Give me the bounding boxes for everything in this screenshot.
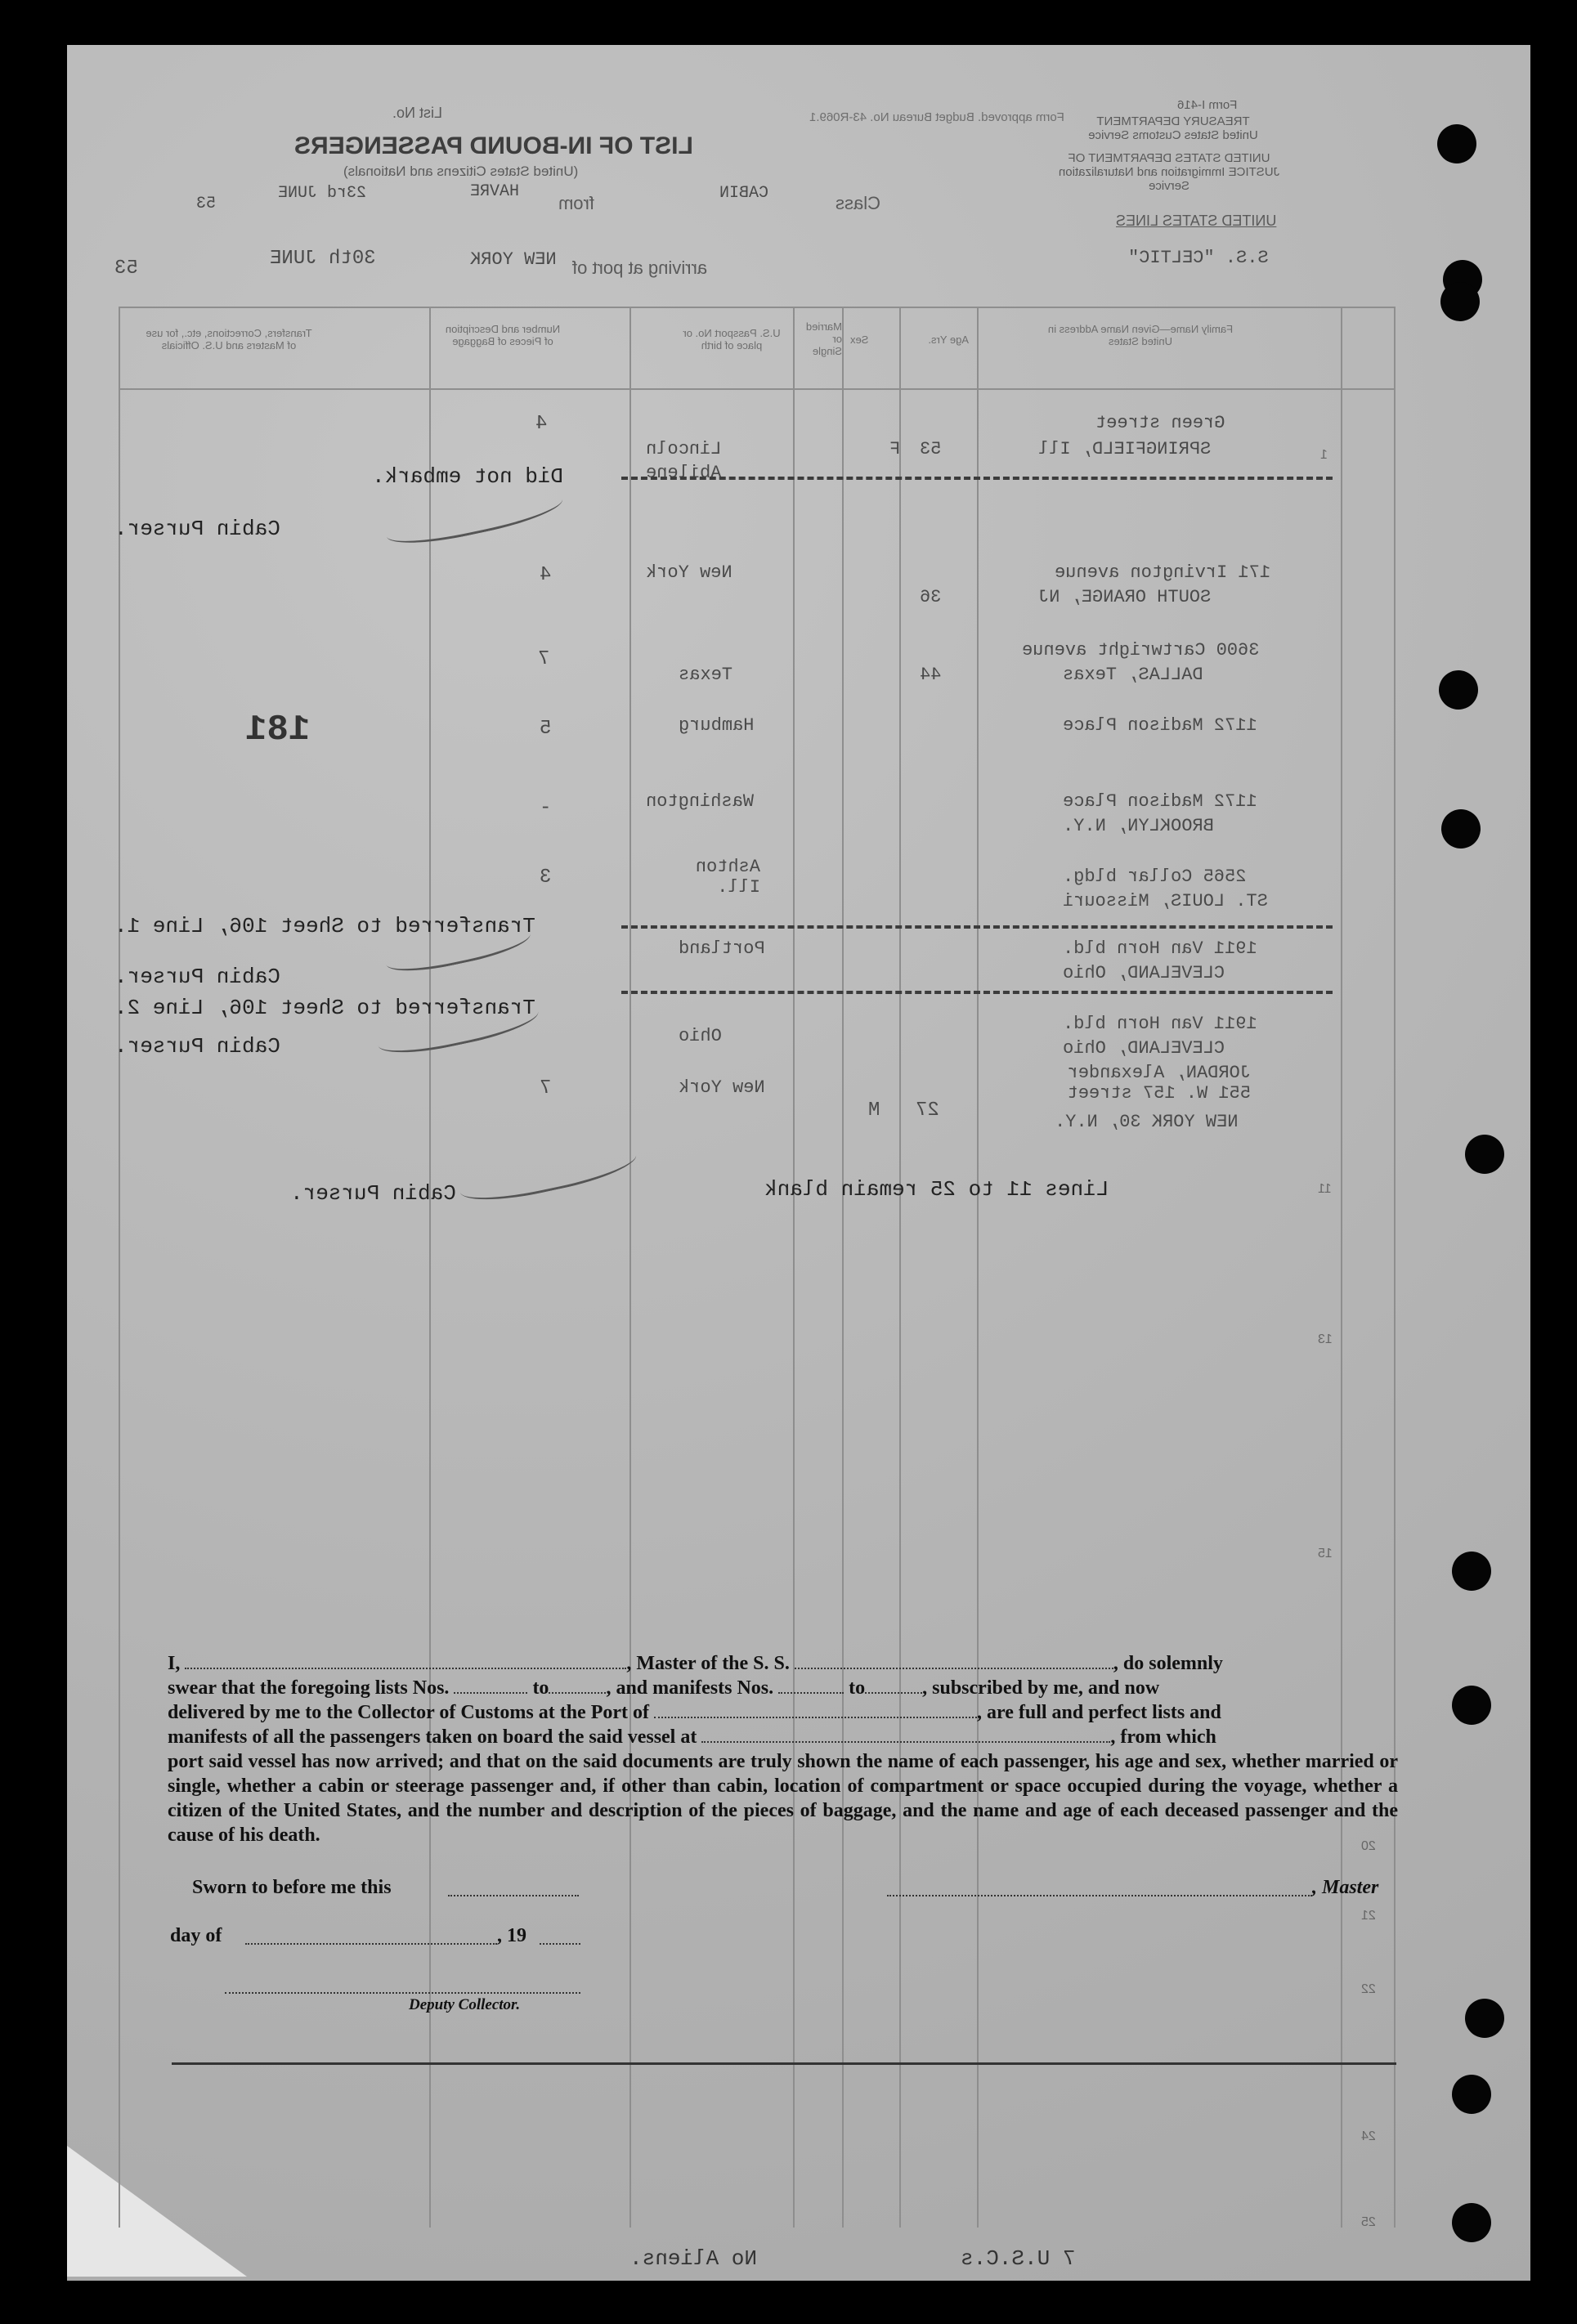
oath-body: port said vessel has now arrived; and that on the said documents are truly shown the name of each passenger, his age and sex, whether married or single, whether a cabin or steerage passenger and, if other than cabin, location of compartment or space occupied during the voyage, whether a citizen of the United States, and the number and description of the pieces of baggage, and the name and age of each deceased passenger and the cause of his death. — [168, 1751, 1398, 1846]
entry-address: 2565 Collar bldg. — [1063, 866, 1247, 887]
entry-birth: New York — [646, 562, 732, 583]
footer-no-aliens: No Aliens. — [629, 2246, 758, 2271]
cabin-purser: Cabin Purser. — [114, 965, 280, 989]
entry-city: SPRINGFIELD, Ill — [1038, 439, 1212, 459]
bottom-rule — [172, 2062, 1396, 2065]
cabin-purser: Cabin Purser. — [290, 1181, 456, 1206]
did-not-embark: Did not embark. — [372, 464, 564, 489]
entry-birth: Lincoln — [646, 439, 722, 459]
entry-baggage: 5 — [540, 718, 552, 740]
line-number: 13 — [1318, 1332, 1333, 1346]
binder-hole — [1452, 1686, 1491, 1725]
arrival-date: 30th JUNE — [270, 248, 376, 270]
binder-hole — [1440, 282, 1480, 321]
binder-hole — [1437, 124, 1476, 163]
oath-text: , Master of the S. S. — [626, 1653, 790, 1674]
oath-text: I, — [168, 1653, 181, 1674]
folded-corner — [67, 2146, 247, 2277]
class-value: CABIN — [719, 184, 769, 203]
dotted-line — [225, 1992, 580, 1994]
entry-baggage: - — [540, 797, 552, 819]
entry-city: CLEVELAND, Ohio — [1063, 963, 1225, 983]
entry-address: 1172 Madison Place — [1063, 791, 1257, 812]
oath-paragraph — [168, 1651, 1398, 1847]
line-number: 11 — [1318, 1182, 1332, 1196]
arrival-year: 53 — [114, 257, 138, 280]
dotted-line — [448, 1895, 579, 1896]
sailing-date: 23rd JUNE — [278, 184, 367, 203]
oath-text: to — [849, 1677, 866, 1699]
oath-text: , do solemnly — [1113, 1653, 1223, 1674]
oath-text: , subscribed by me, and now — [922, 1677, 1160, 1699]
dotted-line — [245, 1943, 497, 1945]
binder-hole — [1452, 2203, 1491, 2242]
entry-baggage: 4 — [535, 413, 548, 435]
grid-line — [899, 307, 901, 2228]
col-header-marital: Married or Single — [805, 320, 842, 357]
entry-birth: Hamburg — [679, 715, 755, 736]
col-header-sex: Sex — [850, 334, 869, 346]
entry-baggage: 7 — [538, 648, 550, 670]
entry-birth: Ohio — [679, 1026, 722, 1046]
entry-address: 1911 Van Horn bld. — [1063, 938, 1257, 959]
entry-sex: M — [868, 1099, 880, 1122]
from-value: HAVRE — [470, 182, 520, 201]
entry-birth: Ashton Ill. — [695, 857, 760, 898]
grid-line — [119, 388, 1394, 390]
transfer-note: Transferred to Sheet 106, Line 1. — [114, 914, 535, 938]
oath-text: delivered by me to the Collector of Customs at the Port of — [168, 1702, 649, 1723]
oath-text: manifests of all the passengers taken on board the said vessel at — [168, 1726, 697, 1748]
col-header-baggage: Number and Description of Pieces of Baggage — [445, 323, 561, 347]
entry-address: 1911 Van Horn bld. — [1063, 1014, 1257, 1034]
strike-line — [621, 991, 1333, 994]
document-page — [67, 45, 1530, 2281]
grid-line — [119, 307, 1394, 308]
form-approved: Form approved. Budget Bureau No. 43-R069.1 — [809, 110, 1064, 124]
entry-birth: Texas — [679, 665, 733, 685]
footer-code: 7 U.S.C.s — [961, 2246, 1076, 2271]
oath-text: , from which — [1110, 1726, 1216, 1748]
form-no: Form I-416 — [1177, 98, 1238, 112]
entry-age: 36 — [920, 587, 942, 607]
entry-city: ST. LOUIS, Missouri — [1063, 891, 1268, 911]
entry-baggage: 3 — [540, 866, 552, 889]
entry-birth: Portland — [679, 938, 765, 959]
line-number: 20 — [1361, 1839, 1376, 1853]
strike-line — [621, 477, 1333, 480]
sailing-year: 53 — [196, 195, 217, 213]
line-number: 15 — [1318, 1547, 1333, 1561]
entry-address: 1172 Madison Place — [1063, 715, 1257, 736]
list-title: LIST OF IN-BOUND PASSENGERS — [294, 132, 693, 159]
grid-line — [119, 307, 120, 2228]
class-label: Class — [836, 193, 881, 213]
line-number: 24 — [1361, 2129, 1376, 2143]
binder-hole — [1465, 1135, 1504, 1174]
arriving-label: arriving at port of — [572, 257, 708, 278]
year-label: , 19 — [497, 1925, 526, 1946]
oath-text: swear that the foregoing lists Nos. — [168, 1677, 450, 1699]
entry-baggage: 7 — [540, 1077, 552, 1099]
entry-birth: New York — [679, 1077, 765, 1098]
binder-hole — [1452, 1552, 1491, 1591]
oath-text: , and manifests Nos. — [606, 1677, 774, 1699]
entry-address: 171 Irvington avenue — [1055, 562, 1271, 583]
binder-hole — [1439, 670, 1478, 710]
oath-text: to — [532, 1677, 549, 1699]
cabin-purser: Cabin Purser. — [114, 517, 280, 541]
binder-hole — [1441, 809, 1481, 849]
entry-address: 3600 Cartwright avenue — [1022, 640, 1260, 660]
line-master: UNITED STATES LINES — [1116, 213, 1277, 229]
department: TREASURY DEPARTMENT United States Customs Service — [1088, 114, 1258, 142]
oath-text: , are full and perfect lists and — [976, 1702, 1221, 1723]
entry-age: 27 — [916, 1099, 939, 1122]
entry-birth: Abilene — [646, 463, 722, 483]
entry-city: BROOKLYN, N.Y. — [1063, 816, 1214, 836]
dotted-line — [887, 1895, 1312, 1896]
grid-line — [629, 307, 631, 2228]
binder-hole — [1452, 2075, 1491, 2114]
strike-line — [621, 925, 1333, 929]
entry-birth: Washington — [646, 791, 755, 812]
grid-line — [977, 307, 979, 2228]
from-label: from — [558, 193, 594, 213]
line-number: 22 — [1361, 1982, 1376, 1996]
grid-line — [1394, 307, 1396, 2228]
col-header-name: Family Name—Given Name Address in United States — [1047, 323, 1234, 347]
grid-line — [1341, 307, 1342, 2228]
vessel-name: S.S. "CELTIC" — [1128, 248, 1269, 268]
entry-sex: F — [889, 439, 901, 459]
col-header-passport: U.S. Passport No. or place of birth — [683, 327, 781, 352]
entry-city: NEW YORK 30, N.Y. — [1055, 1112, 1239, 1132]
line-number: 21 — [1361, 1909, 1376, 1923]
entry-age: 53 — [920, 439, 942, 459]
stamp-number: 181 — [245, 710, 311, 750]
col-header-transfers: Transfers, Corrections, etc., for use of Masters and U.S. Officials — [146, 327, 312, 352]
entry-age: 44 — [920, 665, 942, 685]
cabin-purser: Cabin Purser. — [114, 1034, 280, 1059]
transfer-note: Transferred to Sheet 106, Line 2. — [114, 996, 535, 1020]
day-of-label: day of — [170, 1925, 222, 1946]
grid-line — [793, 307, 795, 2228]
col-header-age: Age Yrs. — [928, 334, 969, 346]
list-subtitle: (United States Citizens and Nationals) — [343, 163, 579, 179]
entry-city: SOUTH ORANGE, NJ — [1038, 587, 1212, 607]
entry-address: JORDAN, Alexander 551 W. 157 street — [1067, 1063, 1251, 1104]
entry-city: DALLAS, Texas — [1063, 665, 1203, 685]
port-value: NEW YORK — [470, 249, 557, 270]
grid-line — [429, 307, 431, 2228]
grid-line — [842, 307, 844, 2228]
remain-blank-note: Lines 11 to 25 remain blank — [764, 1177, 1109, 1202]
sworn-label: Sworn to before me this — [192, 1877, 392, 1898]
entry-address: Green street — [1095, 413, 1225, 433]
justice: UNITED STATES DEPARTMENT OF JUSTICE Immigration and Naturalization Service — [1058, 151, 1280, 193]
line-number: 1 — [1320, 448, 1328, 462]
deputy-collector-label: Deputy Collector. — [409, 1996, 521, 2013]
line-number: 25 — [1361, 2215, 1376, 2229]
list-no: List No. — [392, 105, 443, 121]
binder-hole — [1465, 1999, 1504, 2038]
entry-city: CLEVELAND, Ohio — [1063, 1038, 1225, 1059]
master-label: , Master — [1312, 1877, 1379, 1898]
dotted-line — [540, 1943, 580, 1945]
entry-baggage: 4 — [540, 564, 552, 586]
